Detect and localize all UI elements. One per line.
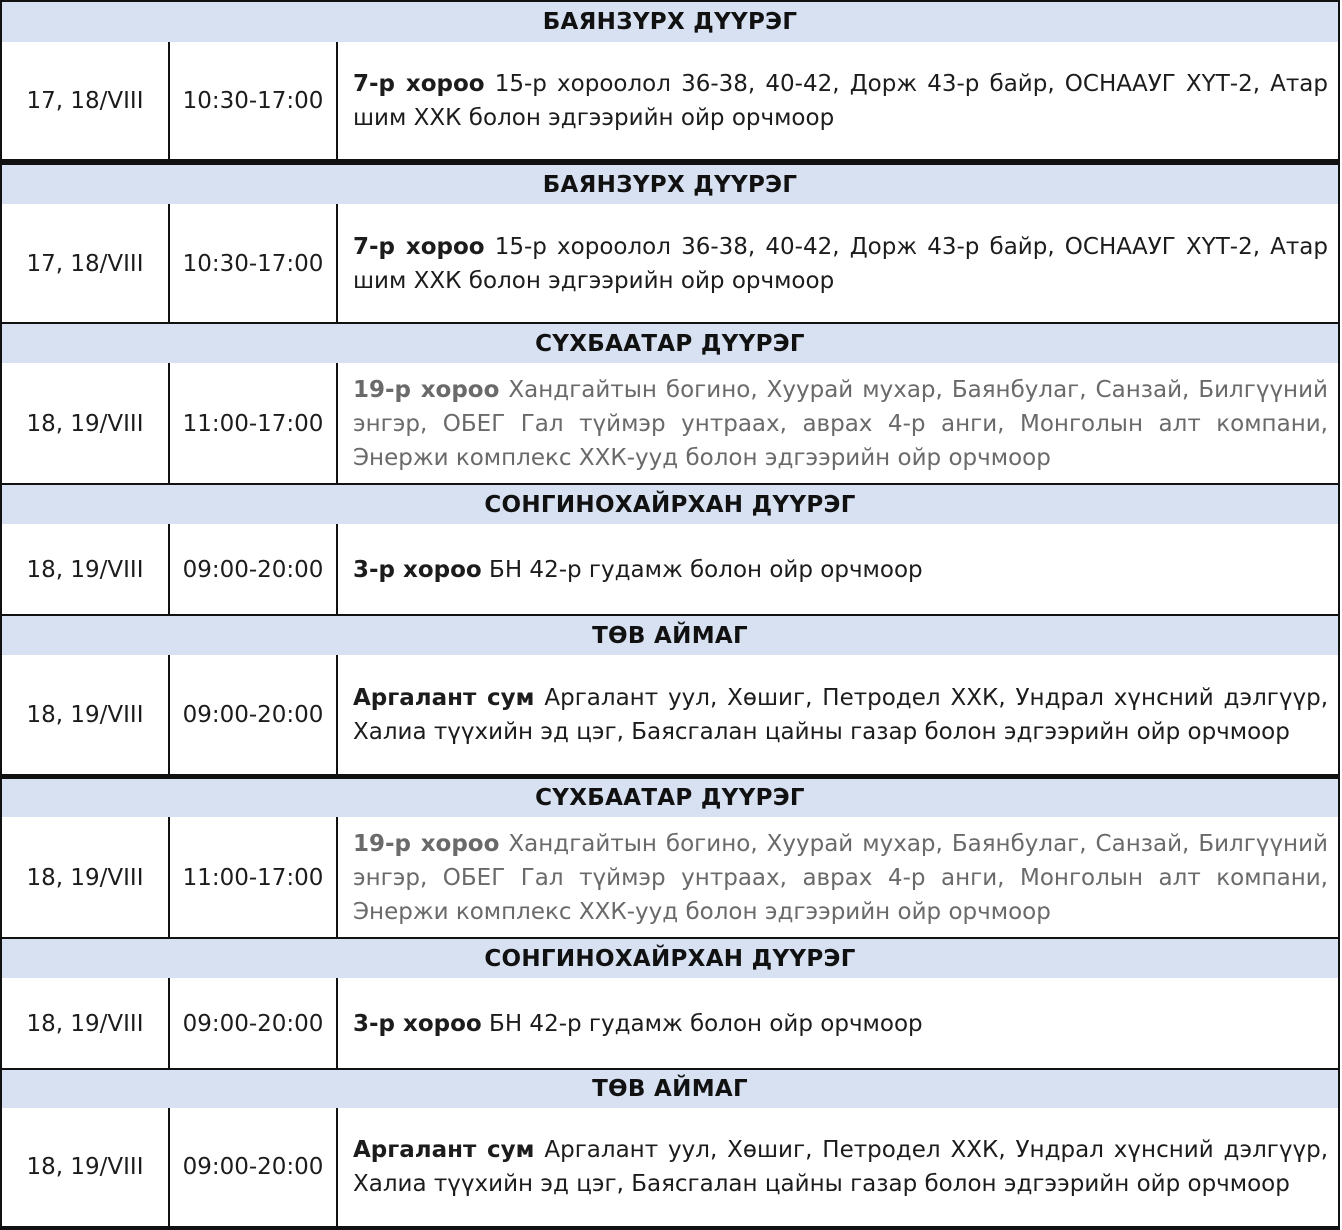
table-row: [0, 978, 1340, 1069]
date-cell: 18, 19/VIII: [2, 363, 170, 484]
location-details: Хандгайтын богино, Хуурай мухар, Баянбулаг, Санзай, Билгүүний энгэр, ОБЕГ Гал түймэр унтраах, аврах 4-р анги, Монголын алт компани, Энержи комплекс ХХК-ууд болон эдгээрийн ойр орчмоор: [353, 830, 1328, 925]
table-row: [0, 524, 1340, 615]
location-name: 7-р хороо: [353, 233, 485, 260]
date-cell: 18, 19/VIII: [2, 655, 170, 774]
section-header: СҮХБААТАР ДҮҮРЭГ: [0, 322, 1340, 365]
location-details: Хандгайтын богино, Хуурай мухар, Баянбулаг, Санзай, Билгүүний энгэр, ОБЕГ Гал түймэр унтраах, аврах 4-р анги, Монголын алт компани, Энержи комплекс ХХК-ууд болон эдгээрийн ойр орчмоор: [353, 376, 1328, 471]
location-cell: [338, 817, 1338, 938]
time-cell: 09:00-20:00: [170, 1108, 338, 1226]
section-header: БАЯНЗҮРХ ДҮҮРЭГ: [0, 163, 1340, 206]
location-name: 3-р хороо: [353, 556, 482, 583]
location-name: 3-р хороо: [353, 1010, 482, 1037]
location-cell: [338, 204, 1338, 323]
time-cell: 11:00-17:00: [170, 817, 338, 938]
location-name: 19-р хороо: [353, 830, 500, 857]
location-name: Аргалант сум: [353, 684, 535, 711]
time-cell: 10:30-17:00: [170, 42, 338, 159]
location-name: 7-р хороо: [353, 70, 485, 97]
section-header: ТӨВ АЙМАГ: [0, 1068, 1340, 1110]
table-row: [0, 1108, 1340, 1230]
section-header: БАЯНЗҮРХ ДҮҮРЭГ: [0, 0, 1340, 44]
time-cell: 09:00-20:00: [170, 655, 338, 774]
location-details: Аргалант уул, Хөшиг, Петродел ХХК, Ундрал хүнсний дэлгүүр, Халиа түүхийн эд цэг, Баясгалан цайны газар болон эдгээрийн ойр орчмоор: [353, 1137, 1329, 1197]
table-row: [0, 204, 1340, 323]
time-cell: 10:30-17:00: [170, 204, 338, 323]
section-header: ТӨВ АЙМАГ: [0, 614, 1340, 657]
location-cell: [338, 524, 1338, 615]
location-cell: [338, 655, 1338, 774]
location-details: Аргалант уул, Хөшиг, Петродел ХХК, Ундрал хүнсний дэлгүүр, Халиа түүхийн эд цэг, Баясгалан цайны газар болон эдгээрийн ойр орчмоор: [353, 684, 1329, 745]
date-cell: 17, 18/VIII: [2, 204, 170, 323]
table-row: [0, 363, 1340, 484]
location-details: 15-р хороолол 36-38, 40-42, Дорж 43-р байр, ОСНААУГ ХҮТ-2, Атар шим ХХК болон эдгээрийн ойр орчмоор: [353, 70, 1328, 131]
location-details: БН 42-р гудамж болон ойр орчмоор: [489, 556, 923, 583]
location-cell: [338, 978, 1338, 1069]
section-header: СҮХБААТАР ДҮҮРЭГ: [0, 777, 1340, 819]
section-header: СОНГИНОХАЙРХАН ДҮҮРЭГ: [0, 483, 1340, 526]
date-cell: 18, 19/VIII: [2, 1108, 170, 1226]
date-cell: 17, 18/VIII: [2, 42, 170, 159]
date-cell: 18, 19/VIII: [2, 524, 170, 615]
location-details: 15-р хороолол 36-38, 40-42, Дорж 43-р байр, ОСНААУГ ХҮТ-2, Атар шим ХХК болон эдгээрийн ойр орчмоор: [353, 233, 1328, 294]
location-name: 19-р хороо: [353, 376, 500, 403]
location-details: БН 42-р гудамж болон ойр орчмоор: [489, 1010, 923, 1037]
table-row: [0, 817, 1340, 938]
time-cell: 09:00-20:00: [170, 978, 338, 1069]
time-cell: 11:00-17:00: [170, 363, 338, 484]
date-cell: 18, 19/VIII: [2, 978, 170, 1069]
location-cell: [338, 1108, 1338, 1226]
time-cell: 09:00-20:00: [170, 524, 338, 615]
location-cell: [338, 42, 1338, 159]
table-row: [0, 655, 1340, 778]
date-cell: 18, 19/VIII: [2, 817, 170, 938]
table-row: [0, 42, 1340, 163]
section-header: СОНГИНОХАЙРХАН ДҮҮРЭГ: [0, 937, 1340, 980]
location-cell: [338, 363, 1338, 484]
location-name: Аргалант сум: [353, 1137, 535, 1163]
